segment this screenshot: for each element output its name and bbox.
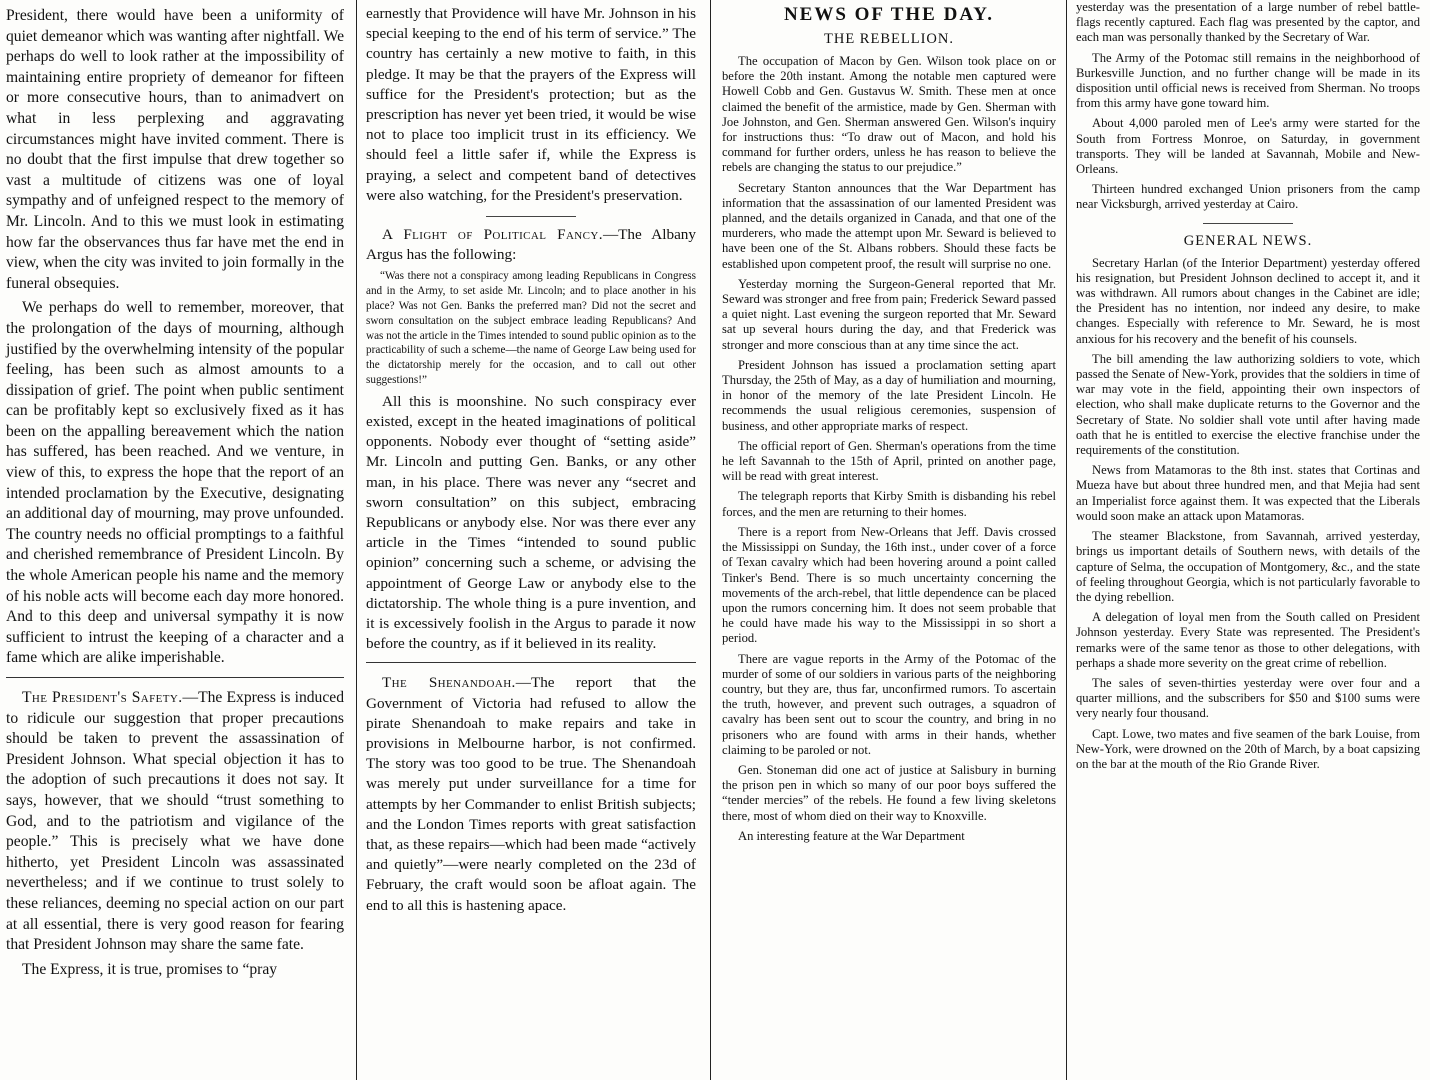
section-masthead: NEWS OF THE DAY. [783,4,995,25]
column-rule [356,0,357,1080]
news-item: President Johnson has issued a proclamation setting apart Thursday, the 25th of May, as a day of humiliation and mourning, in honor of the memory of the late President Lincoln. He recommends the usual religious ceremonies, suspension of business, and other appropriate marks of respect. [722,357,1056,433]
news-item: The steamer Blackstone, from Savannah, arrived yesterday, brings us important details of Southern news, with details of the capture of Selma, the occupation of Montgomery, &c., and the state of feeling throughout Georgia, which is not particularly favorable to the dying rebellion. [1076,529,1420,604]
headline-shenandoah: The Shenandoah. [382,674,516,692]
news-item: The occupation of Macon by Gen. Wilson took place on or before the 20th instant. Among the notable men captured were Howell Cobb and Gen. Gustavus W. Smith. These men at once claimed the benefit of the armistice, made by Gen. Sherman with Joe Johnston, and Gen. Sherman answered Gen. Wilson's inquiry for instructions thus: “To draw out of Macon, and hold his command for further orders, unless he has reason to believe the rebels are changing the status to our prejudice.” [722,54,1056,175]
section-divider [6,677,344,678]
column-3 [716,0,1062,1080]
news-item: Gen. Stoneman did one act of justice at Salisbury in burning the prison pen in which so many of our poor boys suffered the “tender mercies” of the rebels. He found a few living skeletons there, most of whom died on their way to Knoxville. [722,762,1056,823]
news-item: There is a report from New-Orleans that Jeff. Davis crossed the Mississippi on Sunday, the 16th inst., under cover of a force of Texan cavalry which had been hovering around a point called Tinker's Bend. There is so much uncertainty concerning the movements of the arch-rebel, that little dependence can be placed upon the rumors concerning him. It does not seem probable that he could have made his way to the Mississippi in so short a period. [722,524,1056,646]
quote-albany-argus: “Was there not a conspiracy among leading Republicans in Congress and in the Army, to set aside Mr. Lincoln; and to place another in his place? Was not Gen. Banks the preferred man? Did not the secret and sworn consultation on the subject embrace leading Republicans? And was not the article in the Times intended to sound public opinion as to the practicability of such a scheme—the name of George Law being used for the dictatorship merely for the occasion, and to call out other suggestions!” [366,270,696,387]
news-item: There are vague reports in the Army of the Potomac of the murder of some of our soldiers in various parts of the neighboring country, but they are, thus far, unconfirmed rumors. To ascertain the truth, however, and prevent such outrages, a squadron of cavalry has been sent out to scour the country, and bring in no prisoners who are found with arms in their hands, whether claiming to be paroled or not. [722,651,1056,757]
news-item: The sales of seven-thirties yesterday were over four and a quarter millions, and the subscribers for $50 and $100 sums were very nearly four thousand. [1076,675,1420,721]
column-rule [710,0,711,1080]
section-subhead-rebellion: THE REBELLION. [824,31,954,47]
paragraph-presidents-safety [6,688,344,956]
news-item: Secretary Harlan (of the Interior Department) yesterday offered his resignation, but President Johnson declined to accept it, and it was withdrawn. All rumors about changes in the Cabinet are idle; the President has no intention, nor indeed any desire, to make changes. Especially with reference to Mr. Seward, he is most anxious for his recovery and the benefit of his counsels. [1076,255,1420,346]
paragraph-shenandoah-body: —The report that the Government of Victoria had refused to allow the pirate Shenandoah to make repairs and take in provisions in Melbourne harbor, is not confirmed. The story was too good to be true. The Shenandoah was merely put under surveillance for a time for attempts by her Commander to enlist British subjects; and the London Times reports with great satisfaction that, as these repairs—which had been made “actively and quietly”—were nearly completed on the 23d of February, the craft would soon be afloat again. The end to all this is hastening apace. [366,674,696,914]
section-divider [486,216,576,217]
headline-political-fancy: A Flight of Political Fancy. [382,226,603,244]
news-item: Yesterday morning the Surgeon-General reported that Mr. Seward was stronger and free from pain; Frederick Seward passed a quiet night. Last evening the surgeon reported that Mr. Seward sat up several hours during the day, and that Frederick was stronger and more conscious than at any time since the act. [722,276,1056,352]
news-item: An interesting feature at the War Department [738,828,965,843]
paragraph-moonshine: All this is moonshine. No such conspiracy ever existed, except in the heated imaginations of political opponents. Nobody ever thought of “setting aside” Mr. Lincoln and putting Gen. Banks, or any other man, in his place. There was never any “secret and sworn consultation” on this subject, embracing Republicans or anybody else. Nor was there ever any article in the Times “intended to sound public opinion” concerning such a scheme, or advising the appointment of George Law or anybody else to the dictatorship. The whole thing is a pure invention, and it is excessively foolish in the Argus to parade it now before the country, as if it believed in its reality. [366,392,696,653]
news-item: yesterday was the presentation of a large number of rebel battle-flags recently captured. Each flag was presented by the captor, and each man was personally thanked by the Secretary of War. [1076,0,1420,45]
paragraph-political-fancy [366,225,696,265]
column-rule [1066,0,1067,1080]
paragraph-express-pray: The Express, it is true, promises to “pray [22,960,278,978]
news-item: Secretary Stanton announces that the War Department has information that the assassination of our lamented President was planned, and the details organized in Canada, and that one of the murderers, who made the attempt upon Mr. Seward is believed to have been one of the St. Albans robbers. Should these facts be established upon competent proof, the result will surprise no one. [722,180,1056,271]
news-item: The Army of the Potomac still remains in the neighborhood of Burkesville Junction, and no further change will be made in its disposition until official news is received from Sherman. No troops from this army have gone toward him. [1076,50,1420,111]
paragraph-presidents-safety-body: —The Express is induced to ridicule our suggestion that proper precautions should be taken to prevent the assassination of President Johnson. What special objection it has to the adoption of such precautions it does not say. It says, however, that we should “trust something to God, and to the patriotism and vigilance of the people.” This is precisely what we have done hitherto, yet President Lincoln was assassinated nevertheless; and if we continue to trust solely to these reliances, deeming no special action on our part at all essential, there is very good reason for fearing that President Johnson may share the same fate. [6,689,344,954]
section-subhead-general-news: GENERAL NEWS. [1183,232,1313,249]
section-divider [1203,223,1293,224]
column-2 [360,0,702,1080]
news-item: Capt. Lowe, two mates and five seamen of the bark Louise, from New-York, were drowned on the 20th of March, by a boat capsizing on the bar at the mouth of the Rio Grande River. [1076,726,1420,771]
news-item: The official report of Gen. Sherman's operations from the time he left Savannah to the 15th of April, printed on another page, will be read with great interest. [722,438,1056,484]
news-item: The bill amending the law authorizing soldiers to vote, which passed the Senate of New-York, provides that the soldiers in time of war may vote in the field, appointing their own inspectors of election, who shall make duplicate returns to the Governor and the Secretary of State. No soldier shall vote until after having made oath that he is entitled to exercise the elective franchise under the requirements of the constitution. [1076,351,1420,458]
paragraph-express-prayers: earnestly that Providence will have Mr. Johnson in his special keeping to the end of his term of service.” The country has certainly a new motive to faith, in this pledge. It may be that the prayers of the Express will suffice for the President's protection; but as the prescription has never yet been tried, it would be wise not to place too implicit trust in its efficiency. We should feel a little safer if, while the Express is praying, a select and competent band of detectives were also watching, for the President's preservation. [366,5,696,204]
headline-presidents-safety: The President's Safety. [22,689,183,706]
paragraph-shenandoah [366,673,696,915]
news-item: The telegraph reports that Kirby Smith is disbanding his rebel forces, and the men are returning to their homes. [722,489,1056,519]
news-item: About 4,000 paroled men of Lee's army were started for the South from Fortress Monroe, on Saturday, in government transports. They will be landed at Savannah, Mobile and New-Orleans. [1076,116,1420,177]
paragraph-days-of-mourning: We perhaps do well to remember, moreover, that the prolongation of the days of mourning, although justified by the overwhelming intensity of the popular feeling, has been such as almost amounts to a dissipation of grief. The point when public sentiment can be profitably kept so exclusively fixed as it has been on the appalling bereavement which the nation has suffered, has been reached. And we venture, in view of this, to express the hope that the report of an intended proclamation by the Executive, designating an additional day of mourning, may prove unfounded. The country needs no official promptings to a faithful and cherished remembrance of President Lincoln. By the whole American people his name and the memory of his noble acts will become each day more honored. And to this deep and universal sympathy it is now sufficient to intrust the keeping of a character and a fame which are alike imperishable. [6,299,344,667]
news-item: A delegation of loyal men from the South called on President Johnson yesterday. Every State was represented. The President's remarks were of the same tenor as those to other delegations, with perhaps a shade more severity on the great crime of rebellion. [1076,610,1420,670]
section-divider [366,662,696,663]
news-item: Thirteen hundred exchanged Union prisoners from the camp near Vicksburgh, arrived yesterday at Cairo. [1076,182,1420,212]
column-1 [0,0,352,1080]
paragraph-political-fancy-body: —The Albany Argus has the following: [366,226,696,264]
paragraph-funeral-observances: President, there would have been a uniformity of quiet demeanor which was wanting after nightfall. We perhaps do well to look rather at the impossibility of maintaining entire propriety of demeanor for fifteen or more consecutive hours, than to animadvert on what in less perplexing and aggravating circumstances might have invited comment. There is no doubt that the first impulse that drew together so vast a multitude of citizens was one of loyal sympathy and of unfeigned respect to the memory of Mr. Lincoln. And to this we must look in estimating how far the observances thus far have met the end in view, when the city was invited to join formally in the funeral obsequies. [6,7,344,292]
news-item: News from Matamoras to the 8th inst. states that Cortinas and Mueza have but about three hundred men, and that Mejia had sent an Imperialist force against them. It was expected that the Liberals would soon make an attack upon Matamoras. [1076,463,1420,523]
column-4 [1070,0,1426,1080]
